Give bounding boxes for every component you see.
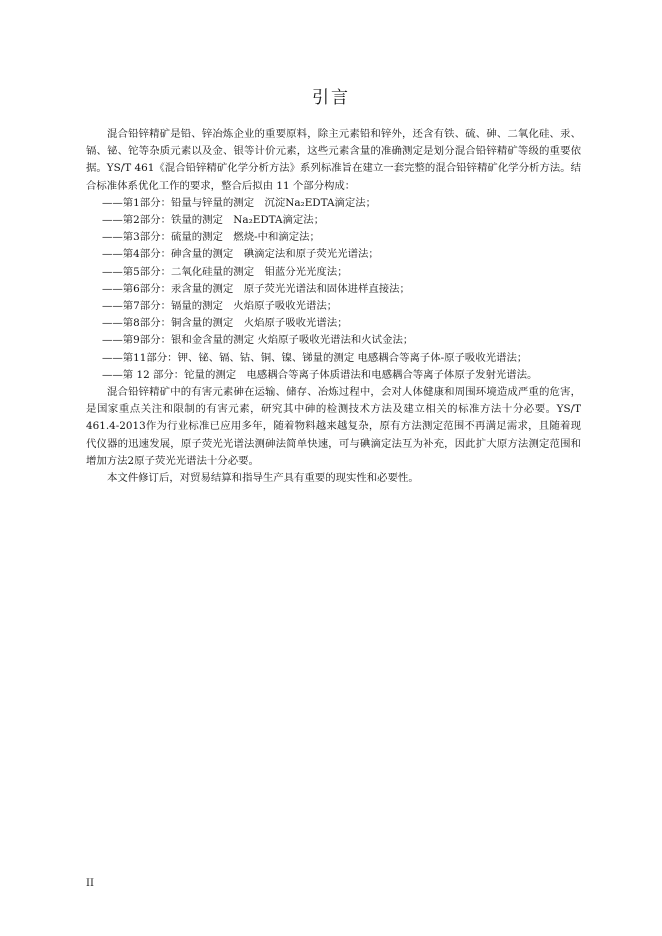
page-title: 引言 [312,88,350,108]
list-item: ——第7部分：镉量的测定 火焰原子吸收光谱法； [102,300,338,313]
list-item: ——第5部分：二氧化硅量的测定 钼蓝分光光度法； [102,265,348,278]
list-item: ——第3部分：硫量的测定 燃烧-中和滴定法； [102,231,320,244]
list-item: ——第11部分：钾、铋、镉、钴、铜、镍、锑量的测定 电感耦合等离子体-原子吸收光谱法； [102,351,528,364]
list-item: ——第6部分：汞含量的测定 原子荧光光谱法和固体进样直接法； [102,282,410,295]
arsenic-paragraph: 混合铅锌精矿中的有害元素砷在运输、储存、冶炼过程中，会对人体健康和周围环境造成严重的危害，是国家重点关注和限制的有害元素，研究其中砷的检测技术方法及建立相关的标准方法十分必要。YS/T 461.4-2013作为行业标准已应用多年，随着物料越来越复杂，原有方法测定范围不再满足需求，且随着现代仪器的迅速发展，原子荧光光谱法测砷法简单快速，可与碘滴定法互为补充，因此扩大原方法测定范围和增加方法2原子荧光光谱法十分必要。 [86,386,581,467]
list-item: ——第4部分：砷含量的测定 碘滴定法和原子荧光光谱法； [102,248,379,261]
page-number: II [86,878,94,889]
list-item: ——第8部分：铜含量的测定 火焰原子吸收光谱法； [102,317,348,330]
parts-list [86,195,581,384]
list-item: ——第 12 部分：铊量的测定 电感耦合等离子体质谱法和电感耦合等离子体原子发射光谱法。 [102,368,538,381]
body-text [86,126,581,487]
closing-paragraph: 本文件修订后，对贸易结算和指导生产具有重要的现实性和必要性。 [107,472,419,485]
list-item: ——第2部分：铁量的测定 Na₂EDTA滴定法； [102,214,325,227]
list-item: ——第9部分：银和金含量的测定 火焰原子吸收光谱法和火试金法； [102,334,414,347]
intro-paragraph: 混合铅锌精矿是铅、锌冶炼企业的重要原料，除主元素铅和锌外，还含有铁、硫、砷、二氧化硅、汞、镉、铋、铊等杂质元素以及金、银等计价元素，这些元素含量的准确测定是划分混合铅锌精矿等级的重要依据。YS/T 461《混合铅锌精矿化学分析方法》系列标准旨在建立一套完整的混合铅锌精矿化学分析方法。结合标准体系优化工作的要求，整合后拟由 11 个部分构成： [86,128,581,192]
list-item: ——第1部分：铅量与锌量的测定 沉淀Na₂EDTA滴定法； [102,196,377,209]
